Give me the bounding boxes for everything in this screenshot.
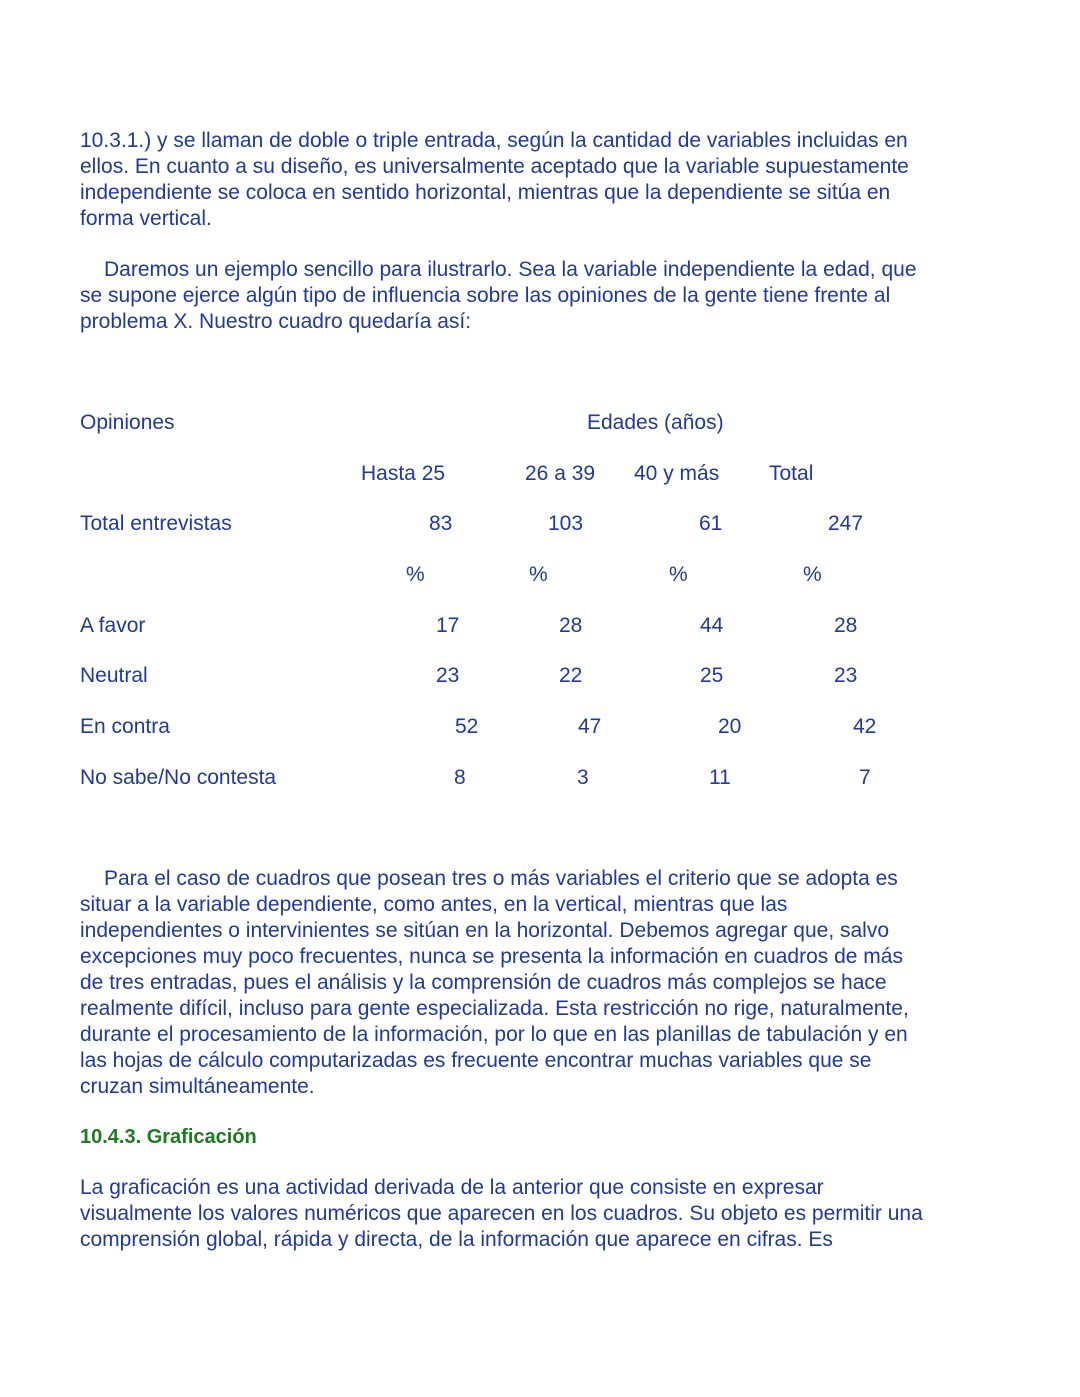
total-row-label: Total entrevistas <box>80 512 232 535</box>
text-line: comprensión global, rápida y directa, de la información que aparece en cifras. Es <box>80 1228 833 1251</box>
table-cell: 44 <box>700 614 724 637</box>
table-cell: 25 <box>700 664 724 687</box>
table-cell: 17 <box>436 614 460 637</box>
table-cell: 52 <box>455 715 479 738</box>
table-cell: 47 <box>578 715 602 738</box>
text-line: Para el caso de cuadros que posean tres o más variables el criterio que se adopta es <box>104 867 898 890</box>
text-line: forma vertical. <box>80 207 212 230</box>
text-line: durante el procesamiento de la información, por lo que en las planillas de tabulación y en <box>80 1023 908 1046</box>
paragraph-4 <box>80 1175 1010 1253</box>
text-line: visualmente los valores numéricos que aparecen en los cuadros. Su objeto es permitir una <box>80 1202 923 1225</box>
column-header: Total <box>769 462 814 485</box>
row-label: No sabe/No contesta <box>80 766 277 789</box>
table-cell: 20 <box>718 715 742 738</box>
table-cell: 28 <box>559 614 583 637</box>
row-label: En contra <box>80 715 170 738</box>
text-line: se supone ejerce algún tipo de influencia sobre las opiniones de la gente tiene frente al <box>80 284 891 307</box>
table-cell: 3 <box>577 766 589 789</box>
table-cell: 11 <box>709 766 731 789</box>
table-cell: 8 <box>454 766 466 789</box>
text-line: 10.3.1.) y se llaman de doble o triple entrada, según la cantidad de variables incluidas en <box>80 129 908 152</box>
table-cell: 23 <box>834 664 858 687</box>
table-cell: 7 <box>859 766 871 789</box>
percent-symbol: % <box>529 563 548 586</box>
text-line: ellos. En cuanto a su diseño, es universalmente aceptado que la variable supuestamente <box>80 155 909 178</box>
row-label: Neutral <box>80 664 148 687</box>
table-cell: 22 <box>559 664 583 687</box>
percent-symbol: % <box>803 563 822 586</box>
column-header: Hasta 25 <box>361 462 446 485</box>
paragraph-3 <box>80 866 1010 1100</box>
text-line: de tres entradas, pues el análisis y la comprensión de cuadros más complejos se hace <box>80 971 887 994</box>
table-cell: 23 <box>436 664 460 687</box>
paragraph-1 <box>80 128 1010 232</box>
percent-symbol: % <box>406 563 425 586</box>
text-line: problema X. Nuestro cuadro quedaría así: <box>80 310 472 333</box>
column-header: 40 y más <box>634 462 720 485</box>
table-cell: 28 <box>834 614 858 637</box>
table-cell: 42 <box>853 715 877 738</box>
table-cell: 103 <box>548 512 584 535</box>
text-line: excepciones muy poco frecuentes, nunca se presenta la información en cuadros de más <box>80 945 903 968</box>
text-line: realmente difícil, incluso para gente especializada. Esta restricción no rige, naturalmente, <box>80 997 909 1020</box>
table-cell: 247 <box>828 512 864 535</box>
column-header: 26 a 39 <box>525 462 596 485</box>
table-cell: 61 <box>699 512 723 535</box>
row-label: A favor <box>80 614 146 637</box>
row-header-label: Opiniones <box>80 411 175 434</box>
section-heading: 10.4.3. Graficación <box>80 1126 257 1148</box>
text-line: situar a la variable dependiente, como antes, en la vertical, mientras que las <box>80 893 788 916</box>
text-line: cruzan simultáneamente. <box>80 1075 315 1098</box>
text-line: las hojas de cálculo computarizadas es frecuente encontrar muchas variables que se <box>80 1049 872 1072</box>
text-line: La graficación es una actividad derivada de la anterior que consiste en expresar <box>80 1176 824 1199</box>
table-cell: 83 <box>429 512 453 535</box>
paragraph-2 <box>80 257 1010 335</box>
text-line: independiente se coloca en sentido horizontal, mientras que la dependiente se sitúa en <box>80 181 891 204</box>
text-line: independientes o intervinientes se sitúan en la horizontal. Debemos agregar que, salvo <box>80 919 890 942</box>
text-line: Daremos un ejemplo sencillo para ilustrarlo. Sea la variable independiente la edad, que <box>104 258 917 281</box>
percent-symbol: % <box>669 563 688 586</box>
group-header: Edades (años) <box>587 411 724 434</box>
